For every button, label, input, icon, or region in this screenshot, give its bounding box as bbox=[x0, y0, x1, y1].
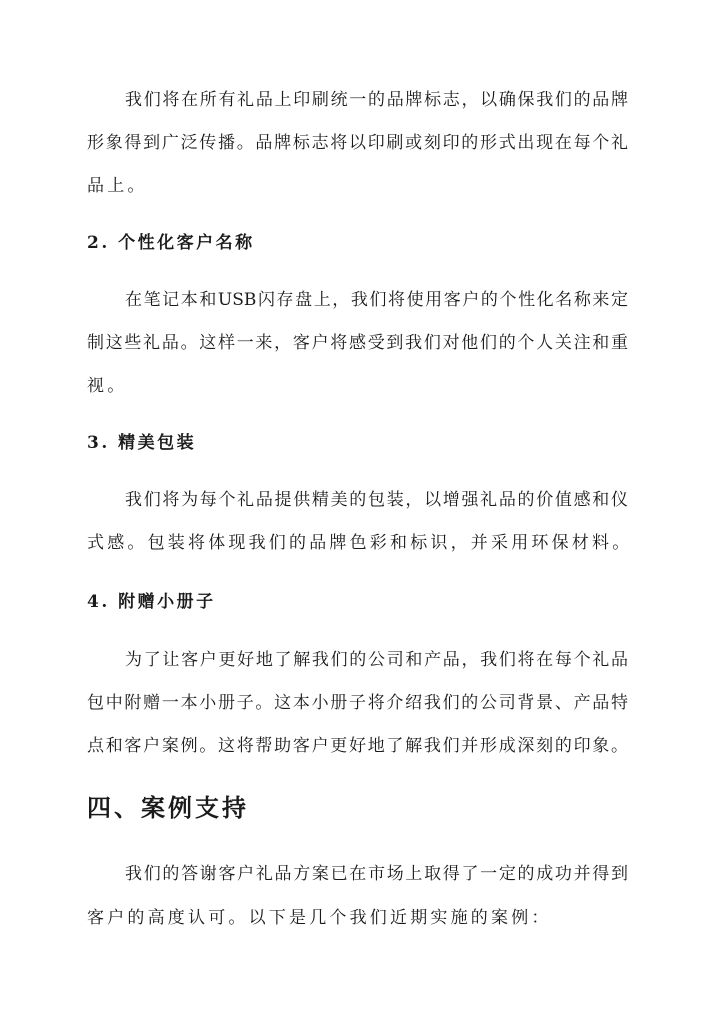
paragraph-line: 我们将为每个礼品提供精美的包装，以增强礼品的价值感和仪 bbox=[125, 490, 628, 510]
section-heading-case-support: 四、案例支持 bbox=[87, 793, 249, 822]
paragraph-line: 包中附赠一本小册子。这本小册子将介绍我们的公司背景、产品特 bbox=[87, 693, 628, 713]
subheading-packaging: 3. 精美包装 bbox=[87, 433, 197, 453]
paragraph-line: 品上。 bbox=[87, 176, 148, 196]
paragraph-line: 为了让客户更好地了解我们的公司和产品，我们将在每个礼品 bbox=[125, 650, 628, 670]
paragraph-line: 在笔记本和USB闪存盘上，我们将使用客户的个性化名称来定 bbox=[125, 290, 628, 310]
paragraph-line: 形象得到广泛传播。品牌标志将以印刷或刻印的形式出现在每个礼 bbox=[87, 133, 628, 153]
subheading-personalized-name: 2. 个性化客户名称 bbox=[87, 233, 255, 253]
subheading-booklet: 4. 附赠小册子 bbox=[87, 592, 216, 612]
paragraph-line: 点和客户案例。这将帮助客户更好地了解我们并形成深刻的印象。 bbox=[87, 736, 628, 756]
paragraph-line: 式感。包装将体现我们的品牌色彩和标识，并采用环保材料。 bbox=[87, 533, 633, 553]
paragraph-line: 我们的答谢客户礼品方案已在市场上取得了一定的成功并得到 bbox=[125, 864, 628, 884]
paragraph-line: 客户的高度认可。以下是几个我们近期实施的案例： bbox=[87, 908, 552, 928]
paragraph-line: 我们将在所有礼品上印刷统一的品牌标志，以确保我们的品牌 bbox=[125, 90, 628, 110]
paragraph-line: 视。 bbox=[87, 376, 128, 396]
paragraph-line: 制这些礼品。这样一来，客户将感受到我们对他们的个人关注和重 bbox=[87, 333, 628, 353]
